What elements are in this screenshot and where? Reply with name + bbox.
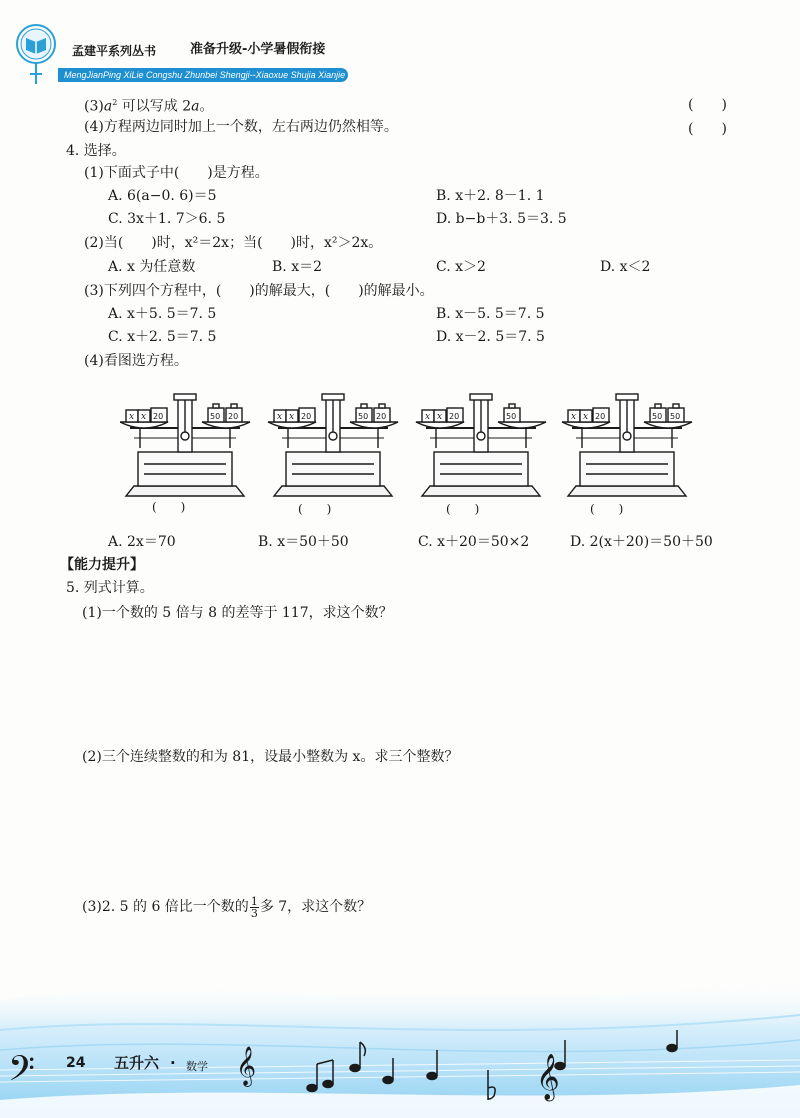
q4-1-option-a[interactable]: A. 6(a−0. 6)＝5 <box>108 188 217 204</box>
q4-3-option-a[interactable]: A. x＋5. 5＝7. 5 <box>108 306 217 322</box>
weight-label: 20 <box>376 412 387 421</box>
x-label: x <box>129 412 135 422</box>
fraction: $\frac{1}{3}$ <box>250 894 258 920</box>
balance-scale-1 <box>120 394 250 496</box>
q5-part-2: (2)三个连续整数的和为 81，设最小整数为 x。求三个整数？ <box>82 749 459 765</box>
balance-base <box>126 486 244 496</box>
q4-4-stem: (4)看图选方程。 <box>84 353 188 369</box>
weight-20-label: 20 <box>301 412 312 421</box>
q4-4-option-a[interactable]: A. 2x＝70 <box>108 534 176 550</box>
x-label: x <box>425 412 431 422</box>
treble-clef-icon: 𝄞 <box>236 1046 257 1086</box>
balance-1-blank[interactable]: ( ) <box>152 500 186 514</box>
grade-dot: · <box>170 1054 176 1072</box>
q3-item3-blank[interactable]: ( ) <box>688 97 727 113</box>
q4-3-option-d[interactable]: D. x－2. 5＝7. 5 <box>436 329 545 345</box>
page-number: 24 <box>66 1055 86 1071</box>
weight-20-label: 20 <box>595 412 606 421</box>
music-notes-icon <box>300 1030 800 1110</box>
q5-part-1-answer-area[interactable] <box>82 628 722 738</box>
q4-3-stem: (3)下列四个方程中，( )的解最大，( )的解最小。 <box>84 283 434 299</box>
header <box>0 0 800 90</box>
balance-base <box>274 486 392 496</box>
balance-body <box>434 452 528 486</box>
q4-4-option-b[interactable]: B. x＝50＋50 <box>258 534 349 550</box>
q4-3-option-b[interactable]: B. x－5. 5＝7. 5 <box>436 306 545 322</box>
q3-item3: $(3)a^2$ 可以写成 2a。 <box>84 98 214 115</box>
q5-part-2-answer-area[interactable] <box>82 772 722 882</box>
q4-2-option-b[interactable]: B. x＝2 <box>272 259 322 275</box>
x-label: x <box>583 412 589 422</box>
logo-icon <box>14 22 60 88</box>
weight-label: 50 <box>506 412 517 421</box>
weight-label: 50 <box>670 412 681 421</box>
balance-body <box>286 452 380 486</box>
x-label: x <box>141 412 147 422</box>
q4-2-option-a[interactable]: A. x 为任意数 <box>108 259 196 275</box>
q3-item4: (4)方程两边同时加上一个数，左右两边仍然相等。 <box>84 119 398 135</box>
balance-body <box>138 452 232 486</box>
x-label: x <box>571 412 577 422</box>
q4-1-stem: (1)下面式子中( )是方程。 <box>84 165 269 181</box>
book-title: 准备升级-小学暑假衔接 <box>190 42 326 57</box>
pinyin-subtitle: MengJianPing XiLie Congshu Zhunbei Shengji--Xiaoxue Shujia Xianjie <box>64 70 346 80</box>
weight-label: 50 <box>652 412 663 421</box>
q4-1-option-c[interactable]: C. 3x＋1. 7＞6. 5 <box>108 211 226 227</box>
q4-4-option-c[interactable]: C. x＋20＝50×2 <box>418 534 530 550</box>
balance-base <box>422 486 540 496</box>
weight-label: 50 <box>210 412 221 421</box>
svg-text:𝄞: 𝄞 <box>536 1054 560 1100</box>
weight-20-label: 20 <box>449 412 460 421</box>
q3-item4-blank[interactable]: ( ) <box>688 121 727 137</box>
balance-base <box>568 486 686 496</box>
q5-part-1: (1)一个数的 5 倍与 8 的差等于 117，求这个数？ <box>82 605 393 621</box>
balance-4-blank[interactable]: ( ) <box>590 502 624 516</box>
q4-2-stem: (2)当( )时，x²＝2x；当( )时，x²＞2x。 <box>84 235 383 251</box>
balance-3-blank[interactable]: ( ) <box>446 502 480 516</box>
subject-label: 数学 <box>186 1060 208 1073</box>
q4-heading: 4. 选择。 <box>66 143 126 159</box>
series-title: 孟建平系列丛书 <box>72 44 157 58</box>
q4-2-option-d[interactable]: D. x＜2 <box>600 259 651 275</box>
balance-body <box>580 452 674 486</box>
balance-scale-4 <box>562 394 692 496</box>
x-label: x <box>289 412 295 422</box>
balance-2-blank[interactable]: ( ) <box>298 502 332 516</box>
q4-2-option-c[interactable]: C. x＞2 <box>436 259 486 275</box>
grade-label: 五升六 <box>114 1054 160 1072</box>
q5-heading: 5. 列式计算。 <box>66 580 154 596</box>
section-heading: 【能力提升】 <box>60 557 144 573</box>
weight-label: 20 <box>228 412 239 421</box>
bass-clef-icon: 𝄢 <box>8 1048 36 1097</box>
q4-3-option-c[interactable]: C. x＋2. 5＝7. 5 <box>108 329 217 345</box>
balance-scale-3 <box>416 394 546 496</box>
balance-scale-2 <box>268 394 398 496</box>
weight-20-label: 20 <box>153 412 164 421</box>
x-label: x <box>277 412 283 422</box>
balance-figures <box>120 388 760 518</box>
q5-part-3: (3)2. 5 的 6 倍比一个数的 $\frac{1}{3}$ 多 7，求这个数？ <box>82 894 372 920</box>
q4-4-option-d[interactable]: D. 2(x＋20)＝50＋50 <box>570 534 713 550</box>
q5-part-3-answer-area[interactable] <box>82 922 722 962</box>
q4-1-option-d[interactable]: D. b−b＋3. 5＝3. 5 <box>436 211 567 227</box>
x-label: x <box>437 412 443 422</box>
balance-scales-svg <box>120 388 760 518</box>
weight-label: 50 <box>358 412 369 421</box>
q4-1-option-b[interactable]: B. x＋2. 8－1. 1 <box>436 188 545 204</box>
